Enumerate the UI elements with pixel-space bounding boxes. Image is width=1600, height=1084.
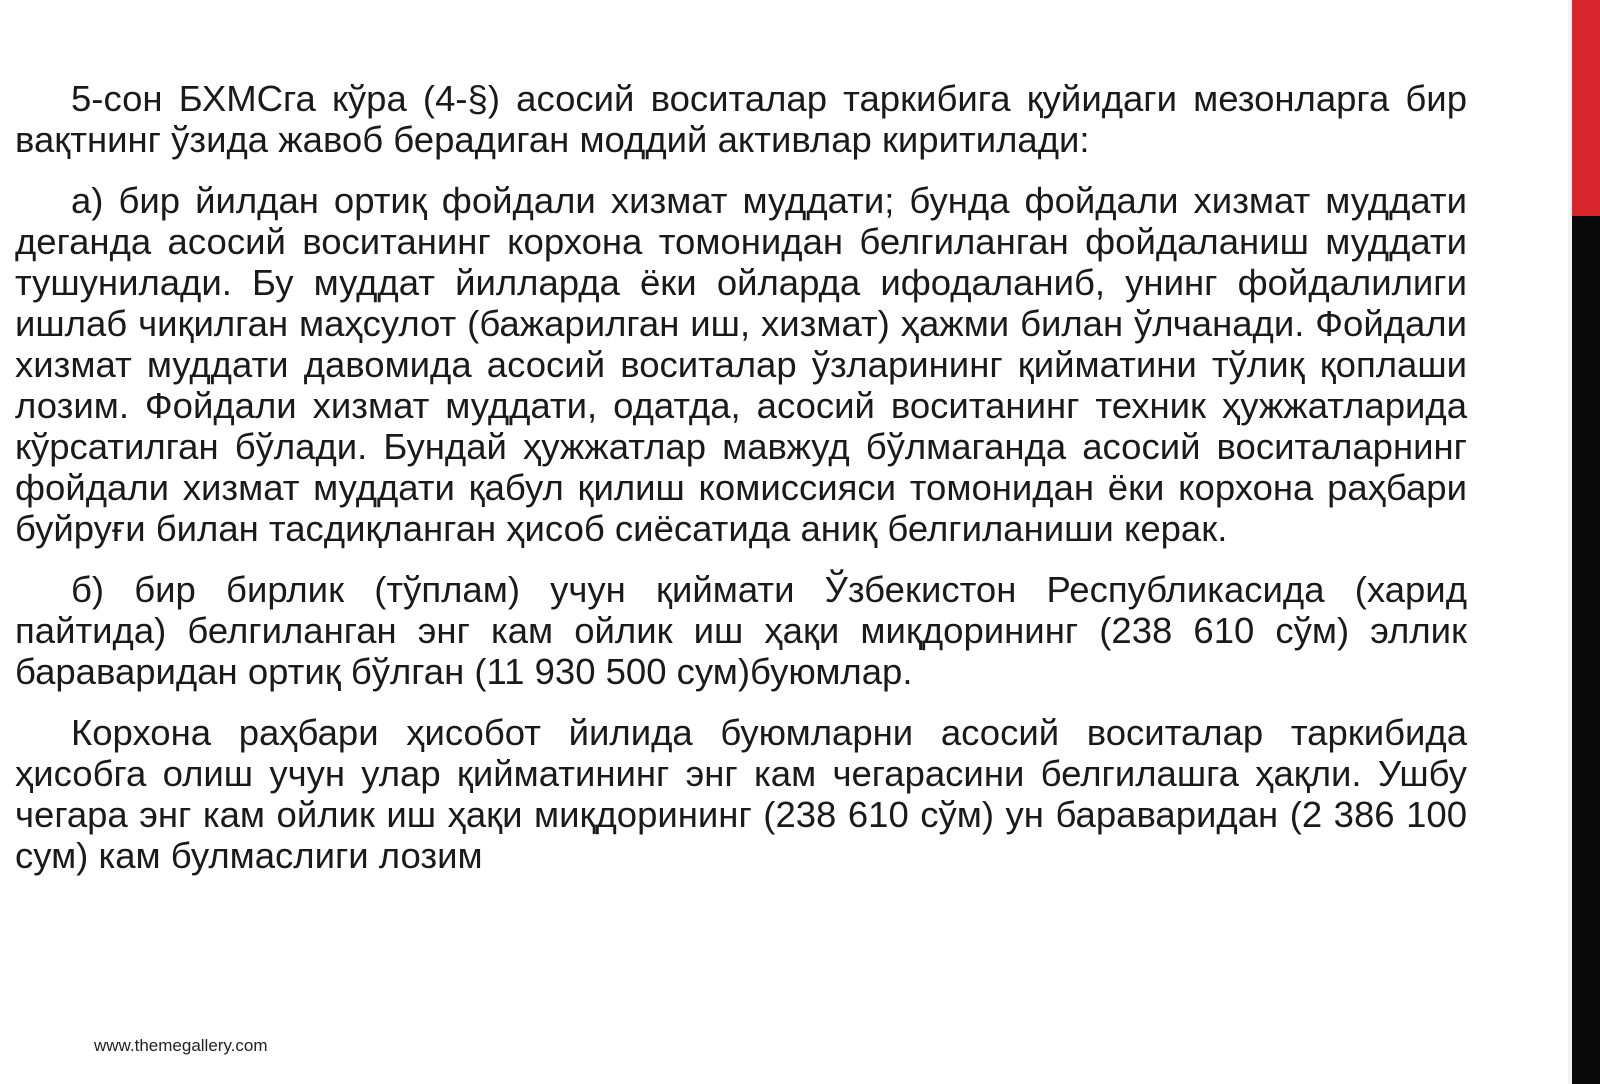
slide-body <box>15 78 1467 896</box>
paragraph-criterion-a: а) бир йилдан ортиқ фойдали хизмат муддати; бунда фойдали хизмат муддати деганда асосий воситанинг корхона томонидан белгиланган фойдаланиш муддати тушунилади. Бу муддат йилларда ёки ойларда ифодаланиб, унинг фойдалилиги ишлаб чиқилган маҳсулот (бажарилган иш, хизмат) ҳажми билан ўлчанади. Фойдали хизмат муддати давомида асосий воситалар ўзларининг қийматини тўлиқ қоплаши лозим. Фойдали хизмат муддати, одатда, асосий воситанинг техник ҳужжатларида кўрсатилган бўлади. Бундай ҳужжатлар мавжуд бўлмаганда асосий воситаларнинг фойдали хизмат муддати қабул қилиш комиссияси томонидан ёки корхона раҳбари буйруғи билан тасдиқланган ҳисоб сиёсатида аниқ белгиланиши керак. <box>15 180 1467 549</box>
paragraph-threshold: Корхона раҳбари ҳисобот йилида буюмларни асосий воситалар таркибида ҳисобга олиш учун улар қийматининг энг кам чегарасини белгилашга ҳақли. Ушбу чегара энг кам ойлик иш ҳақи миқдорининг (238 610 сўм) ун бараваридан (2 386 100 сум) кам булмаслиги лозим <box>15 712 1467 876</box>
paragraph-intro: 5-сон БХМСга кўра (4-§) асосий воситалар таркибига қуйидаги мезонларга бир вақтнинг ўзида жавоб берадиган моддий активлар киритилади: <box>15 78 1467 160</box>
paragraph-criterion-b: б) бир бирлик (тўплам) учун қиймати Ўзбекистон Республикасида (харид пайтида) белгиланган энг кам ойлик иш ҳақи миқдорининг (238 610 сўм) эллик бараваридан ортиқ бўлган (11 930 500 сум)буюмлар. <box>15 569 1467 692</box>
side-decoration-bar <box>1572 0 1600 1084</box>
footer-url: www.themegallery.com <box>94 1036 268 1055</box>
side-accent-stripe <box>1572 0 1600 216</box>
